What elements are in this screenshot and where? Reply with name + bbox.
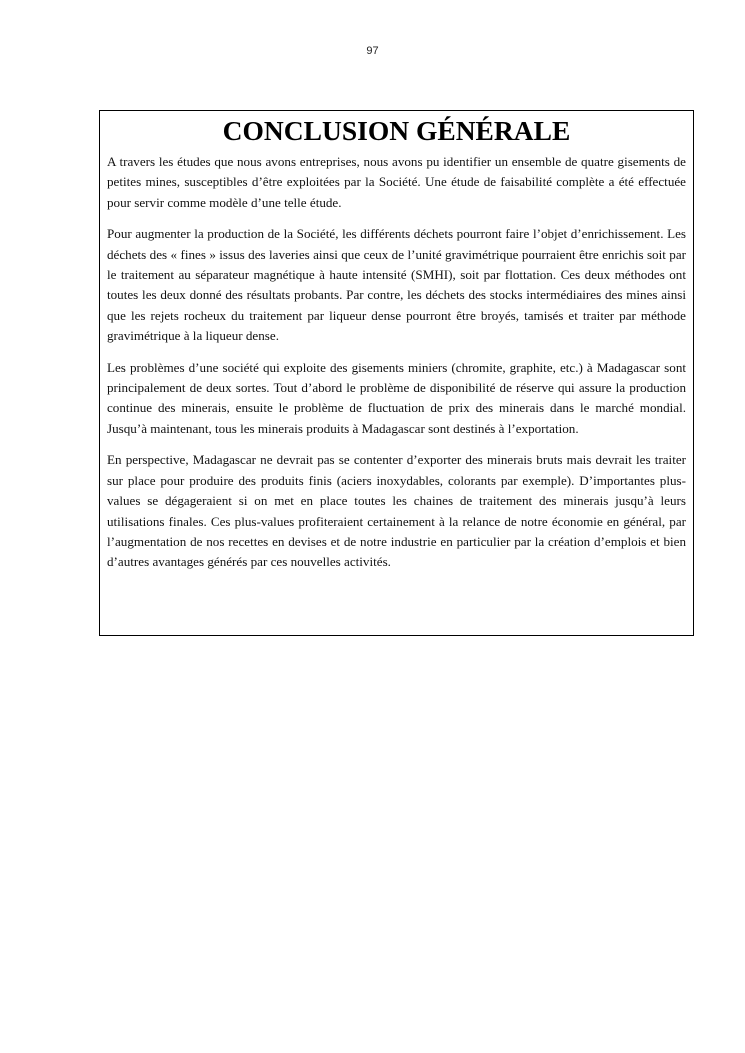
conclusion-paragraph-1: A travers les études que nous avons entreprises, nous avons pu identifier un ensemble de quatre gisements de petites mines, susceptibles d’être exploitées par la Société. Une étude de faisabilité complète a été effectuée pour servir comme modèle d’une telle étude. xyxy=(107,154,686,210)
conclusion-paragraph-2: Pour augmenter la production de la Société, les différents déchets pourront faire l’objet d’enrichissement. Les déchets des « fines » issus des laveries ainsi que ceux de l’unité gravimétrique pourraient être enrichis soit par le traitement au séparateur magnétique à haute intensité (SMHI), soit par flottation. Ces deux méthodes ont toutes les deux donné des résultats probants. Par contre, les déchets des stocks intermédiaires des mines ainsi que les rejets rocheux du traitement par liqueur dense pourront être broyés, tamisés et traiter par méthode gravimétrique à la liqueur dense. xyxy=(107,226,686,344)
conclusion-box xyxy=(99,110,694,636)
conclusion-title: CONCLUSION GÉNÉRALE xyxy=(222,115,571,146)
conclusion-paragraph-4: En perspective, Madagascar ne devrait pas se contenter d’exporter des minerais bruts mais devrait les traiter sur place pour produire des produits finis (aciers inoxydables, colorants par exemple). D’importantes plus-values se dégageraient si on met en place toutes les chaines de traitement des minerais jusqu’à leurs utilisations finales. Ces plus-values profiteraient certainement à la relance de notre économie en général, par l’augmentation de nos recettes en devises et de notre industrie en particulier par la création d’emplois et bien d’autres avantages générés par ces nouvelles activités. xyxy=(107,452,686,570)
conclusion-paragraph-3: Les problèmes d’une société qui exploite des gisements miniers (chromite, graphite, etc.) à Madagascar sont principalement de deux sortes. Tout d’abord le problème de disponibilité de réserve qui assure la production continue des minerais, ensuite le problème de fluctuation de prix des minerais dans le marché mondial. Jusqu’à maintenant, tous les minerais produits à Madagascar sont destinés à l’exportation. xyxy=(107,359,686,436)
page-number: 97 xyxy=(366,45,379,57)
